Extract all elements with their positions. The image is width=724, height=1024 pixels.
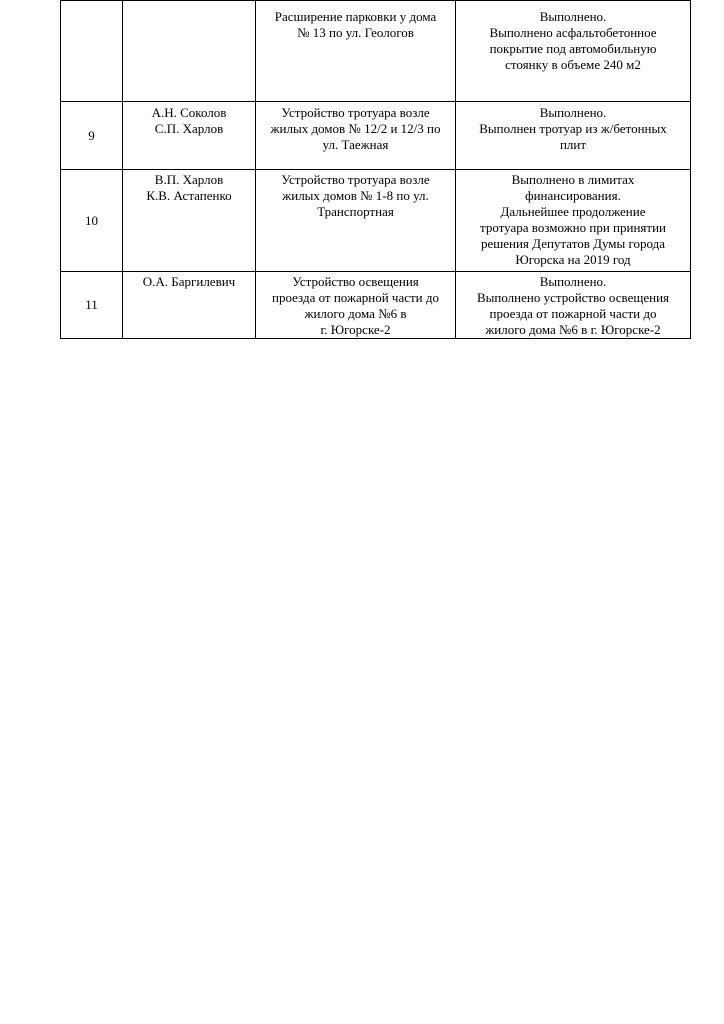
report-table <box>60 0 691 339</box>
result-cell: Выполнено. Выполнено асфальтобетонное покрытие под автомобильную стоянку в объеме 240 м2 <box>456 1 691 102</box>
result-cell: Выполнено в лимитах финансирования. Дальнейшее продолжение тротуара возможно при принятии решения Депутатов Думы города Югорска на 2019 год <box>456 170 691 272</box>
row-number-cell: 10 <box>61 170 123 272</box>
responsible-cell <box>123 1 256 102</box>
responsible-cell: В.П. Харлов К.В. Астапенко <box>123 170 256 272</box>
row-number-cell: 11 <box>61 272 123 339</box>
result-cell: Выполнено. Выполнено устройство освещения проезда от пожарной части до жилого дома №6 в г. Югорске-2 <box>456 272 691 339</box>
task-cell: Устройство освещения проезда от пожарной части до жилого дома №6 в г. Югорске-2 <box>256 272 456 339</box>
responsible-cell: А.Н. Соколов С.П. Харлов <box>123 102 256 170</box>
task-cell: Расширение парковки у дома № 13 по ул. Геологов <box>256 1 456 102</box>
table-row <box>61 102 691 170</box>
table-row <box>61 1 691 102</box>
responsible-cell: О.А. Баргилевич <box>123 272 256 339</box>
table-row <box>61 170 691 272</box>
task-cell: Устройство тротуара возле жилых домов № 12/2 и 12/3 по ул. Таежная <box>256 102 456 170</box>
row-number-cell: 9 <box>61 102 123 170</box>
task-cell: Устройство тротуара возле жилых домов № 1-8 по ул. Транспортная <box>256 170 456 272</box>
row-number-cell <box>61 1 123 102</box>
table-row <box>61 272 691 339</box>
result-cell: Выполнено. Выполнен тротуар из ж/бетонных плит <box>456 102 691 170</box>
